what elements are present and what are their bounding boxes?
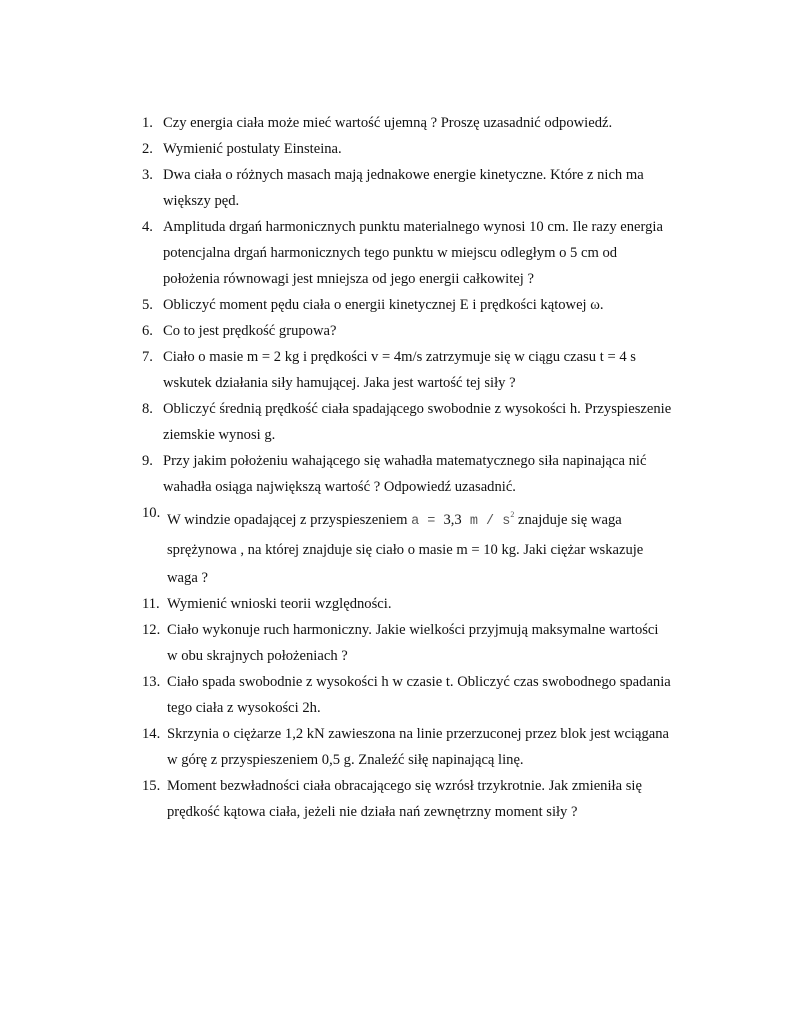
- question-text-line: Skrzynia o ciężarze 1,2 kN zawieszona na linie przerzuconej przez blok jest wciągana: [167, 726, 670, 742]
- question-text-line: Dwa ciała o różnych masach mają jednakowe energie kinetyczne. Które z nich ma: [163, 167, 644, 183]
- question-item: [142, 136, 702, 162]
- question-number: 6.: [142, 323, 153, 339]
- question-text-line: wahadła osiąga największą wartość ? Odpowiedź uzasadnić.: [163, 479, 516, 495]
- question-text-line: wskutek działania siły hamującej. Jaka jest wartość tej siły ?: [163, 375, 516, 391]
- question-number: 2.: [142, 141, 153, 157]
- question-text-line: Czy energia ciała może mieć wartość ujemną ? Proszę uzasadnić odpowiedź.: [163, 115, 613, 131]
- question-text-line: sprężynowa , na której znajduje się ciało o masie m = 10 kg. Jaki ciężar wskazuje: [167, 542, 644, 558]
- question-number: 4.: [142, 219, 153, 235]
- question-text-line: Wymienić postulaty Einsteina.: [163, 141, 342, 157]
- question-item: [142, 396, 702, 448]
- question-item: [142, 591, 702, 617]
- formula-symbol: a =: [411, 514, 444, 529]
- question-item: [142, 669, 702, 721]
- formula-exponent: 2: [510, 510, 515, 519]
- question-text-line: ziemskie wynosi g.: [163, 427, 276, 443]
- question-number: 8.: [142, 401, 153, 417]
- question-item: [142, 344, 702, 396]
- question-number: 5.: [142, 297, 153, 313]
- question-item: [142, 110, 702, 136]
- formula-value: 3,3: [443, 512, 462, 528]
- question-text-line: Wymienić wnioski teorii względności.: [167, 596, 392, 612]
- question-text: znajduje się waga: [514, 512, 622, 528]
- question-text-line: Obliczyć moment pędu ciała o energii kinetycznej E i prędkości kątowej ω.: [163, 297, 604, 313]
- question-item: [142, 617, 702, 669]
- question-text-line: Amplituda drgań harmonicznych punktu materialnego wynosi 10 cm. Ile razy energia: [163, 219, 663, 235]
- question-number: 1.: [142, 115, 153, 131]
- question-number: 11.: [142, 596, 160, 612]
- question-item: [142, 448, 702, 500]
- question-number: 12.: [142, 622, 161, 638]
- question-item: [142, 162, 702, 214]
- question-item: [142, 214, 702, 292]
- question-text-line: Ciało wykonuje ruch harmoniczny. Jakie wielkości przyjmują maksymalne wartości: [167, 622, 659, 638]
- question-text-line: większy pęd.: [163, 193, 240, 209]
- question-item: [142, 318, 702, 344]
- question-text-line: [167, 500, 702, 536]
- question-text-line: waga ?: [167, 570, 208, 586]
- question-text-line: tego ciała z wysokości 2h.: [167, 700, 321, 716]
- question-number: 9.: [142, 453, 153, 469]
- question-item: [142, 500, 702, 591]
- question-text-line: w górę z przyspieszeniem 0,5 g. Znaleźć siłę napinającą linę.: [167, 752, 524, 768]
- question-number: 15.: [142, 778, 161, 794]
- question-item: [142, 721, 702, 773]
- question-text-line: położenia równowagi jest mniejsza od jego energii całkowitej ?: [163, 271, 534, 287]
- question-text-line: Przy jakim położeniu wahającego się wahadła matematycznego siła napinająca nić: [163, 453, 647, 469]
- question-text-line: Ciało spada swobodnie z wysokości h w czasie t. Obliczyć czas swobodnego spadania: [167, 674, 671, 690]
- question-text-line: prędkość kątowa ciała, jeżeli nie działa nań zewnętrzny moment siły ?: [167, 804, 578, 820]
- question-number: 3.: [142, 167, 153, 183]
- question-number: 14.: [142, 726, 161, 742]
- question-item: [142, 292, 702, 318]
- question-list: [142, 110, 702, 825]
- question-text-line: Moment bezwładności ciała obracającego się wzrósł trzykrotnie. Jak zmieniła się: [167, 778, 642, 794]
- question-text-line: Ciało o masie m = 2 kg i prędkości v = 4m/s zatrzymuje się w ciągu czasu t = 4 s: [163, 349, 636, 365]
- question-text-line: w obu skrajnych położeniach ?: [167, 648, 348, 664]
- question-item: [142, 773, 702, 825]
- question-text-line: Obliczyć średnią prędkość ciała spadającego swobodnie z wysokości h. Przyspieszenie: [163, 401, 672, 417]
- question-text-line: Co to jest prędkość grupowa?: [163, 323, 337, 339]
- question-text-line: potencjalna drgań harmonicznych tego punktu w miejscu odległym o 5 cm od: [163, 245, 618, 261]
- formula-unit: m / s: [461, 514, 511, 529]
- question-number: 13.: [142, 674, 161, 690]
- question-text: W windzie opadającej z przyspieszeniem: [167, 512, 408, 528]
- question-number: 7.: [142, 349, 153, 365]
- question-number: 10.: [142, 505, 161, 521]
